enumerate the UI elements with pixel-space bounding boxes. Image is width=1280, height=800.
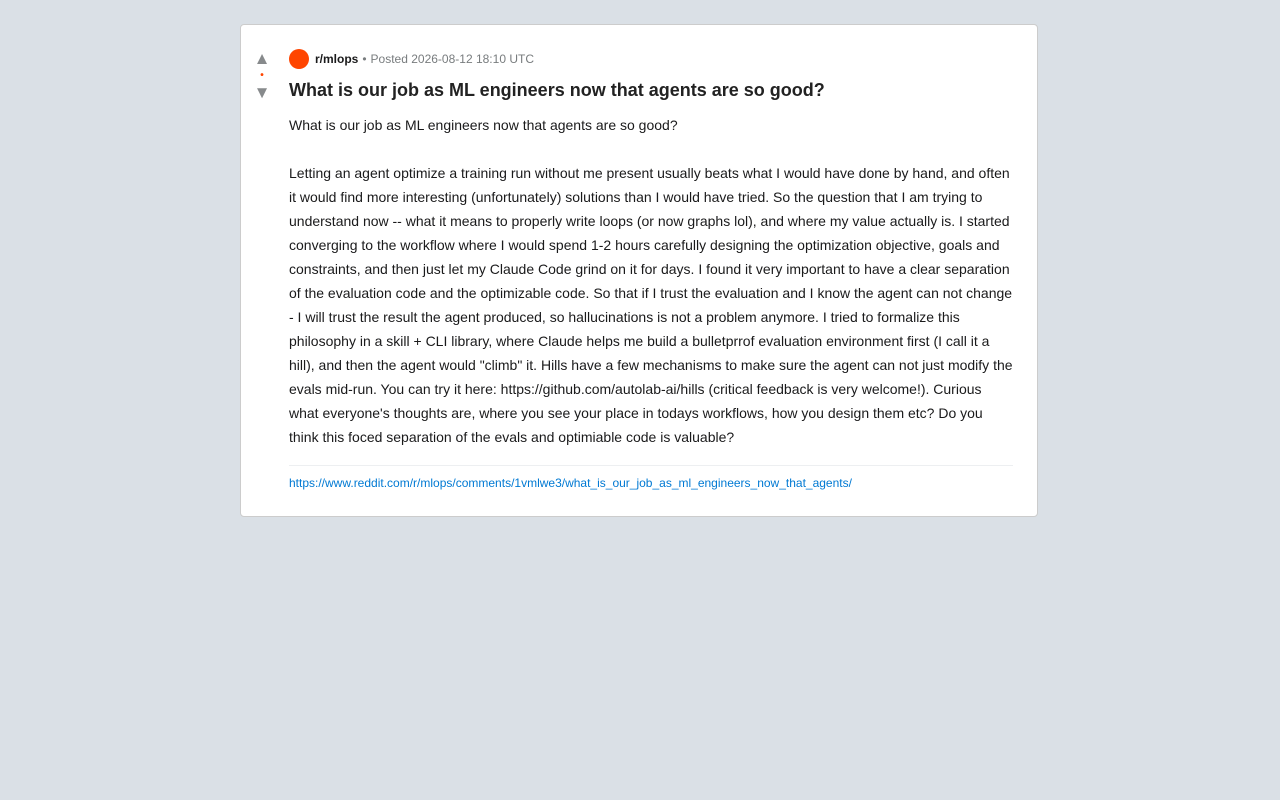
vote-column	[241, 49, 283, 103]
subreddit-name[interactable]: r/mlops	[315, 52, 359, 66]
post-title[interactable]: What is our job as ML engineers now that agents are so good?	[289, 80, 825, 100]
divider	[289, 465, 1013, 466]
meta-separator: •	[362, 52, 367, 66]
vote-score: •	[260, 70, 264, 81]
downvote-icon[interactable]: ▼	[253, 83, 271, 102]
permalink-link[interactable]: https://www.reddit.com/r/mlops/comments/1vmlwe3/what_is_our_job_as_ml_engineers_now_that_agents/	[289, 476, 852, 490]
post-meta	[289, 49, 1013, 69]
post-body: What is our job as ML engineers now that agents are so good? Letting an agent optimize a training run without me present usually beats what I would have done by hand, and often it would find more interesting (unfortunately) solutions than I would have tried. So the question that I am trying to understand now -- what it means to properly write loops (or now graphs lol), and where my value actually is. I started converging to the workflow where I would spend 1-2 hours carefully designing the optimization objective, goals and constraints, and then just let my Claude Code grind on it for days. I found it very important to have a clear separation of the evaluation code and the optimizable code. So that if I trust the evaluation and I know the agent can not change - I will trust the result the agent produced, so hallucinations is not a problem anymore. I tried to formalize this philosophy in a skill + CLI library, where Claude helps me build a bulletprrof evaluation environment first (I call it a hill), and then the agent would "climb" it. Hills have a few mechanisms to make sure the agent can not just modify the evals mid-run. You can try it here: https://github.com/autolab-ai/hills (critical feedback is very welcome!). Curious what everyone's thoughts are, where you see your place in todays workflows, how you design them etc? Do you think this foced separation of the evals and optimiable code is valuable?	[289, 117, 1013, 445]
post-timestamp: Posted 2026-08-12 18:10 UTC	[370, 52, 534, 66]
post-card	[240, 24, 1038, 517]
upvote-icon[interactable]: ▲	[253, 49, 271, 68]
subreddit-avatar-icon[interactable]	[289, 49, 309, 69]
